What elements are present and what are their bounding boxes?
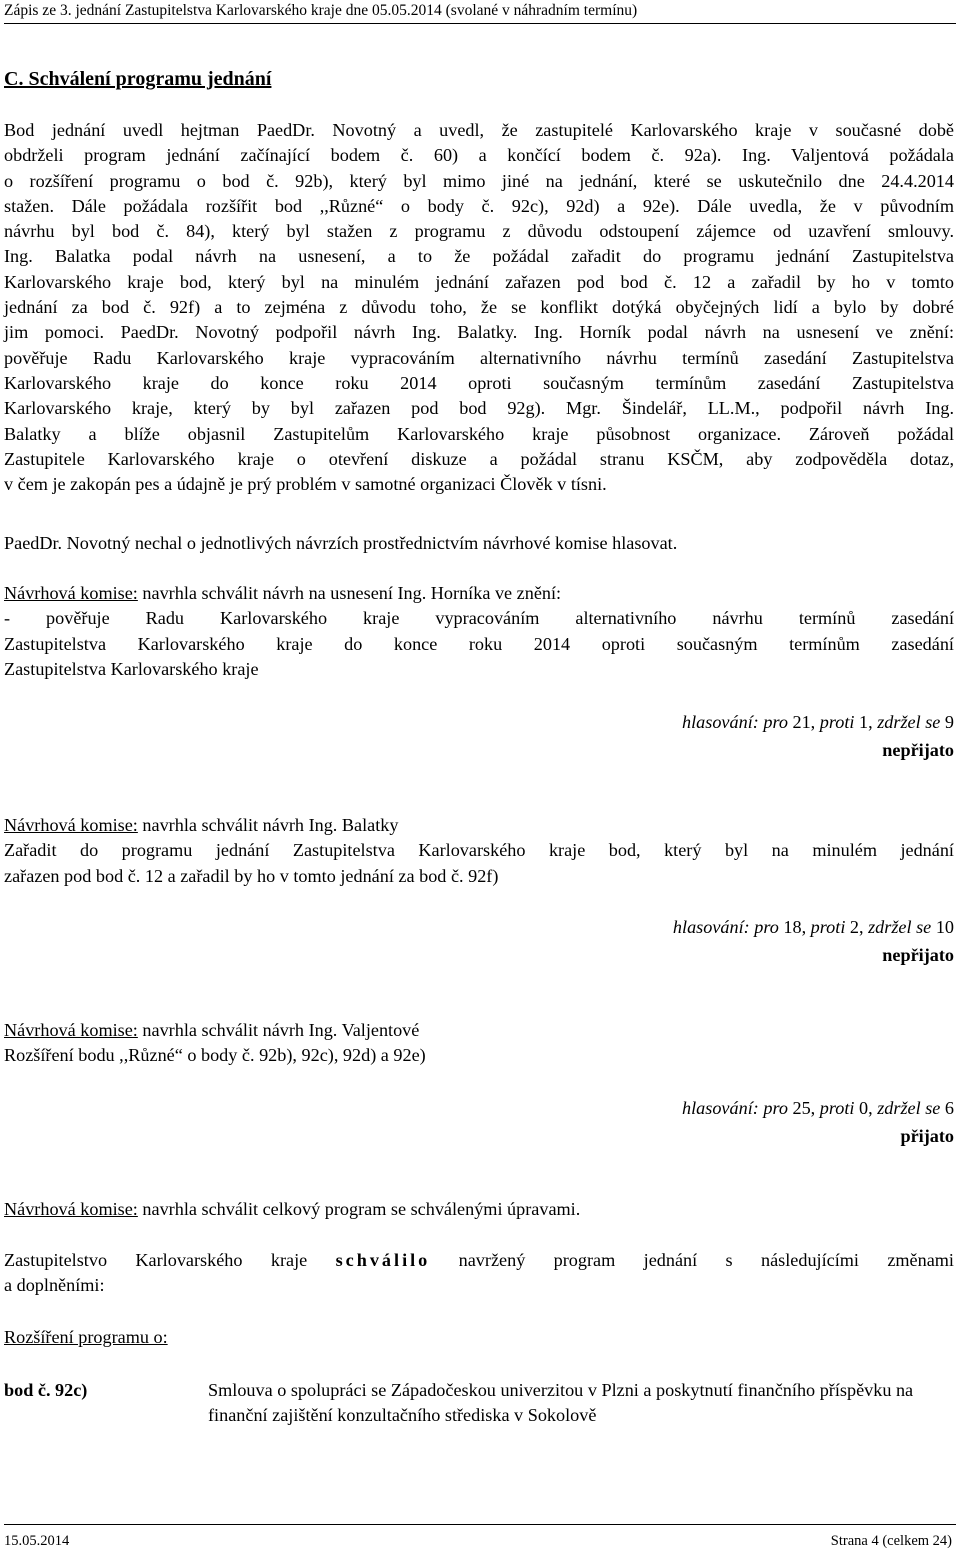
paragraph-line: v čem je zakopán pes a údajně je prý problém v samotné organizaci Člověk v tísni. xyxy=(4,474,607,495)
vote-outcome: přijato xyxy=(900,1126,954,1146)
paragraph-line: návrhu byl bod č. 84), který byl stažen z programu z důvodu odstoupení zájemce od uzavření smlouvy. xyxy=(4,221,954,242)
paragraph-line: Zastupitele Karlovarského kraje o otevření diskuze a požádal stranu KSČM, aby zodpověděla dotaz, xyxy=(4,448,954,469)
proposal-intro: navrhla schválit návrh Ing. Balatky xyxy=(137,815,399,835)
vote-proti-label: proti xyxy=(806,917,846,937)
vote-pro-label: hlasování: pro xyxy=(682,712,788,732)
page-header xyxy=(4,2,956,24)
footer-date: 15.05.2014 xyxy=(4,1533,70,1549)
committee-label: Návrhová komise: xyxy=(4,583,138,603)
committee-label: Návrhová komise: xyxy=(4,815,138,835)
vote-pro: 18, xyxy=(778,917,807,937)
vote-pro-label: hlasování: pro xyxy=(672,917,779,937)
proposal-line: Zastupitelstva Karlovarského kraje do konce roku 2014 oproti současným termínům zasedání xyxy=(4,633,954,654)
approval-line2: a doplněními: xyxy=(4,1275,105,1296)
paragraph-line: Ing. Balatka podal návrh na usnesení, a to že požádal zařadit do programu jednání Zastupitelstva xyxy=(4,246,954,267)
vote-result xyxy=(673,913,954,969)
paragraph-line: Bod jednání uvedl hejtman PaedDr. Novotný a uvedl, že zastupitelé Karlovarského kraje v současné době xyxy=(4,120,954,140)
paragraph-line: obdrželi program jednání začínající bodem č. 60) a končící bodem č. 92a). Ing. Valjentová požádala xyxy=(4,145,954,166)
vote-pro: 21, xyxy=(787,712,816,732)
vote-zdrzel-label: zdržel se xyxy=(872,712,941,732)
vote-proti-label: proti xyxy=(815,1098,855,1118)
paragraph-line: stažen. Dále požádala rozšířit bod ,,Různé“ o body č. 92c), 92d) a 92e). Dále uvedla, že v původním xyxy=(4,195,954,216)
proposal-line: zařazen pod bod č. 12 a zařadil by ho v tomto jednání za bod č. 92f) xyxy=(4,865,499,886)
paragraph-line: Karlovarského kraje bod, který byl na minulém jednání zařazen pod bod č. 12 a zařadil by ho v tomto xyxy=(4,271,954,292)
proposal-intro: navrhla schválit celkový program se schválenými úpravami. xyxy=(137,1199,581,1219)
vote-zdrzel-label: zdržel se xyxy=(872,1098,941,1118)
footer-page: Strana 4 (celkem 24) xyxy=(830,1533,952,1549)
paragraph-line: o rozšíření programu o bod č. 92b), který byl mimo jiné na jednání, které se uskutečnilo dne 24.4.2014 xyxy=(4,170,954,191)
proposal-line: Rozšíření bodu ,,Různé“ o body č. 92b), 92c), 92d) a 92e) xyxy=(4,1045,426,1066)
vote-proti: 1, xyxy=(854,712,873,732)
paragraph-line: Karlovarského kraje do konce roku 2014 oproti současným termínům zasedání Zastupitelstva xyxy=(4,372,954,393)
approval-suffix: navržený program jednání s následujícími změnami xyxy=(430,1250,954,1270)
vote-zdrzel-label: zdržel se xyxy=(863,917,932,937)
vote-result xyxy=(682,1094,954,1150)
vote-outcome: nepřijato xyxy=(882,740,954,760)
approval-statement xyxy=(4,1248,954,1299)
section-title: C. Schválení programu jednání xyxy=(4,68,272,90)
agenda-item-number: bod č. 92c) xyxy=(4,1380,88,1400)
vote-proti: 2, xyxy=(845,917,864,937)
proposal-line: Zastupitelstva Karlovarského kraje xyxy=(4,658,259,679)
committee-label: Návrhová komise: xyxy=(4,1199,138,1219)
approval-verb: schválilo xyxy=(335,1250,431,1270)
proposal-balatka xyxy=(4,813,954,889)
vote-result xyxy=(682,708,954,764)
vote-pro-label: hlasování: pro xyxy=(682,1098,788,1118)
vote-proti: 0, xyxy=(854,1098,873,1118)
vote-zdrzel: 10 xyxy=(931,917,954,937)
proposal-line: Zařadit do programu jednání Zastupitelstva Karlovarského kraje bod, který byl na minulém jednání xyxy=(4,840,954,861)
vote-proti-label: proti xyxy=(815,712,855,732)
vote-zdrzel: 9 xyxy=(940,712,954,732)
proposal-line: - pověřuje Radu Karlovarského kraje vypracováním alternativního návrhu termínů zasedání xyxy=(4,608,954,629)
extension-heading xyxy=(4,1325,954,1350)
paragraph-line: jednání za bod č. 92f) a to zejména z důvodu toho, že se konflikt dotýká obyčejných lidí a bylo by dobré xyxy=(4,297,954,318)
proposal-valjentova xyxy=(4,1018,954,1069)
vote-outcome: nepřijato xyxy=(882,945,954,965)
paragraph-line: Balatky a blíže objasnil Zastupitelům Karlovarského kraje působnost organizace. Zároveň požádal xyxy=(4,423,954,444)
intro-paragraph xyxy=(4,118,954,497)
committee-label: Návrhová komise: xyxy=(4,1020,138,1040)
proposal-overall xyxy=(4,1197,954,1222)
agenda-item-text: Smlouva o spolupráci se Západočeskou univerzitou v Plzni a poskytnutí finančního příspěvku na finanční zajištění konzultačního střediska v Sokolově xyxy=(208,1380,914,1425)
voting-intro: PaedDr. Novotný nechal o jednotlivých návrzích prostřednictvím návrhové komise hlasovat. xyxy=(4,533,678,553)
paragraph-line: Karlovarského kraje, který by byl zařazen pod bod 92g). Mgr. Šindelář, LL.M., podpořil návrh Ing. xyxy=(4,398,954,419)
proposal-intro: navrhla schválit návrh Ing. Valjentové xyxy=(137,1020,420,1040)
vote-pro: 25, xyxy=(787,1098,816,1118)
approval-prefix: Zastupitelstvo Karlovarského kraje xyxy=(4,1250,336,1270)
proposal-horník xyxy=(4,581,954,682)
header-title: Zápis ze 3. jednání Zastupitelstva Karlovarského kraje dne 05.05.2014 (svolané v náhradním termínu) xyxy=(4,2,638,19)
paragraph-line: pověřuje Radu Karlovarského kraje vypracováním alternativního návrhu termínů zasedání Zastupitelstva xyxy=(4,347,954,368)
paragraph-line: jim pomoci. PaedDr. Novotný podpořil návrh Ing. Balatky. Ing. Horník podal návrh na usnesení ve znění: xyxy=(4,322,954,343)
vote-zdrzel: 6 xyxy=(940,1098,954,1118)
page-footer xyxy=(4,1524,956,1549)
proposal-intro: navrhla schválit návrh na usnesení Ing. Horníka ve znění: xyxy=(137,583,562,603)
extension-label: Rozšíření programu o: xyxy=(4,1327,168,1347)
